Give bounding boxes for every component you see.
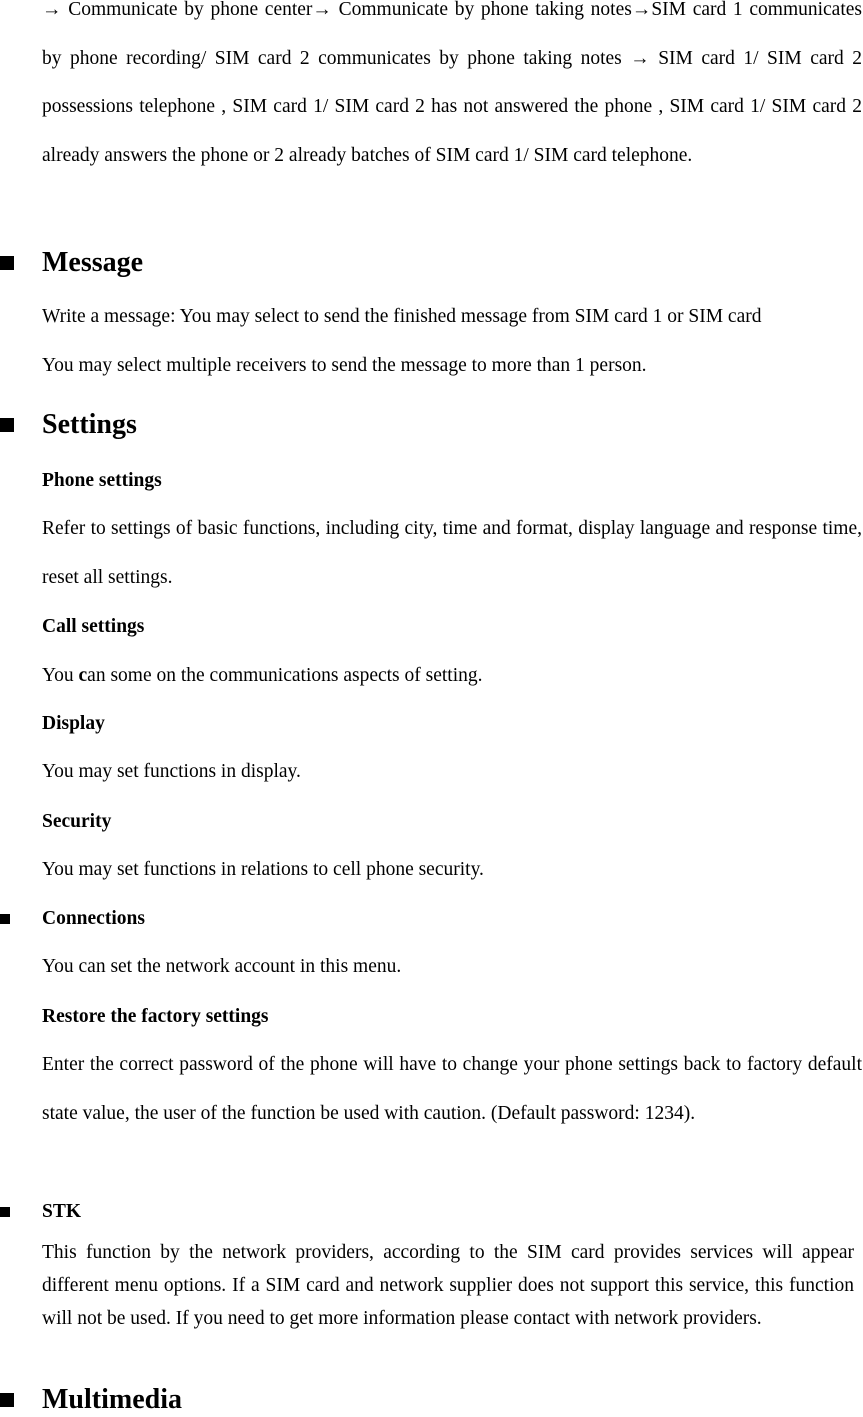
message-line-1: Write a message: You may select to send the finished message from SIM card 1 or SIM card — [42, 306, 762, 327]
intro-paragraph: → Communicate by phone center→ Communicate by phone taking notes→SIM card 1 communicates by phone recording/ SIM card 2 communicates by phone taking notes → SIM card 1/ SIM card 2 possessions telephone , SIM card 1/ SIM card 2 has not answered the phone , SIM card 1/ SIM card 2 already answers the phone or 2 already batches of SIM card 1/ SIM card telephone. — [42, 0, 862, 166]
call-settings-text — [42, 664, 862, 688]
security-title: Security — [42, 811, 112, 832]
restore-text: Enter the correct password of the phone will have to change your phone settings back to factory default state value, the user of the function be used with caution. (Default password: 1234). — [42, 1054, 862, 1124]
section-heading-stk — [0, 1200, 81, 1224]
square-bullet-icon — [0, 914, 10, 924]
square-bullet-icon — [0, 418, 14, 432]
square-bullet-icon — [0, 1393, 14, 1407]
section-heading-connections — [0, 907, 145, 931]
call-settings-text-prefix: You — [42, 665, 79, 686]
call-settings-title: Call settings — [42, 616, 145, 637]
section-heading-multimedia — [0, 1383, 182, 1417]
section-heading-message — [0, 246, 143, 280]
display-title: Display — [42, 713, 105, 734]
phone-settings-title: Phone settings — [42, 470, 162, 491]
square-bullet-icon — [0, 1207, 10, 1217]
heading-text: Message — [42, 247, 144, 278]
restore-title: Restore the factory settings — [42, 1006, 269, 1027]
heading-text: Connections — [42, 908, 145, 929]
section-heading-settings — [0, 408, 137, 442]
heading-text: Settings — [42, 409, 137, 440]
heading-text: Multimedia — [42, 1384, 182, 1415]
display-text: You may set functions in display. — [42, 761, 301, 782]
stk-text: This function by the network providers, according to the SIM card provides services will appear different menu options. If a SIM card and network supplier does not support this service, this function will not be used. If you need to get more information please contact with network providers. — [42, 1242, 854, 1329]
heading-text: STK — [42, 1201, 82, 1222]
message-line-2: You may select multiple receivers to send the message to more than 1 person. — [42, 355, 647, 376]
square-bullet-icon — [0, 256, 14, 270]
call-settings-text-rest: an some on the communications aspects of setting. — [87, 665, 483, 686]
phone-settings-text: Refer to settings of basic functions, including city, time and format, display language and response time, reset all settings. — [42, 518, 862, 588]
call-settings-text-bold: c — [78, 665, 88, 686]
security-text: You may set functions in relations to cell phone security. — [42, 859, 484, 880]
connections-text: You can set the network account in this menu. — [42, 956, 402, 977]
